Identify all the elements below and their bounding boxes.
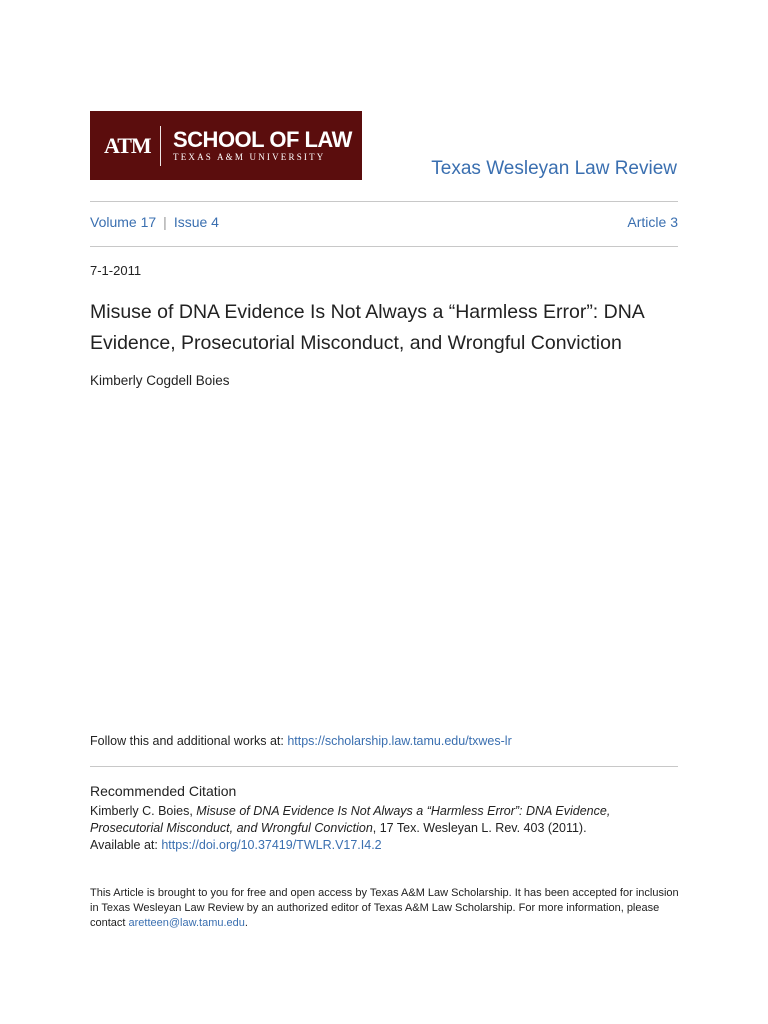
- citation-source: , 17 Tex. Wesleyan L. Rev. 403 (2011).: [372, 821, 587, 835]
- article-title: Misuse of DNA Evidence Is Not Always a “Harmless Error”: DNA Evidence, Prosecutorial Misconduct, and Wrongful Conviction: [90, 301, 644, 354]
- citation-author: Kimberly C. Boies,: [90, 804, 197, 818]
- volume-separator: |: [163, 214, 167, 230]
- article-link[interactable]: Article 3: [627, 214, 678, 230]
- volume-divider: [90, 246, 678, 247]
- logo-divider: [160, 126, 161, 166]
- journal-link[interactable]: Texas Wesleyan Law Review: [431, 158, 677, 179]
- citation-heading: Recommended Citation: [90, 783, 237, 799]
- access-notice-text: This Article is brought to you for free and open access by Texas A&M Law Scholarship. It has been accepted for inclusion in Texas Wesleyan Law Review by an authorized editor of Texas A&M Law Scholarship. For more information, please contact: [90, 887, 679, 929]
- collection-link[interactable]: https://scholarship.law.tamu.edu/txwes-lr: [287, 734, 512, 748]
- article-author: Kimberly Cogdell Boies: [90, 373, 230, 388]
- access-notice-end: .: [244, 917, 248, 929]
- citation-title: Misuse of DNA Evidence Is Not Always a “Harmless Error”: DNA Evidence, Prosecutorial Misconduct, and Wrongful Conviction: [90, 804, 611, 835]
- follow-text: Follow this and additional works at:: [90, 734, 288, 748]
- publication-date: 7-1-2011: [90, 263, 142, 278]
- atm-logo-icon: ATM: [104, 132, 151, 158]
- header-divider: [90, 201, 678, 202]
- citation-text: [90, 803, 680, 854]
- citation-divider: [90, 766, 678, 767]
- access-notice: [90, 886, 680, 931]
- volume-link[interactable]: Volume 17: [90, 214, 157, 230]
- volume-row: [90, 214, 678, 230]
- available-label: Available at:: [90, 838, 162, 852]
- logo-school: SCHOOL OF LAW: [173, 127, 352, 152]
- doi-link[interactable]: https://doi.org/10.37419/TWLR.V17.I4.2: [161, 838, 382, 852]
- logo-text: [173, 128, 352, 163]
- issue-link[interactable]: Issue 4: [173, 214, 219, 230]
- volume-issue: [90, 214, 219, 230]
- follow-line: [90, 734, 512, 748]
- contact-email-link[interactable]: aretteen@law.tamu.edu: [128, 917, 245, 929]
- school-of-law-logo: [90, 111, 362, 180]
- logo-university: TEXAS A&M UNIVERSITY: [173, 152, 326, 162]
